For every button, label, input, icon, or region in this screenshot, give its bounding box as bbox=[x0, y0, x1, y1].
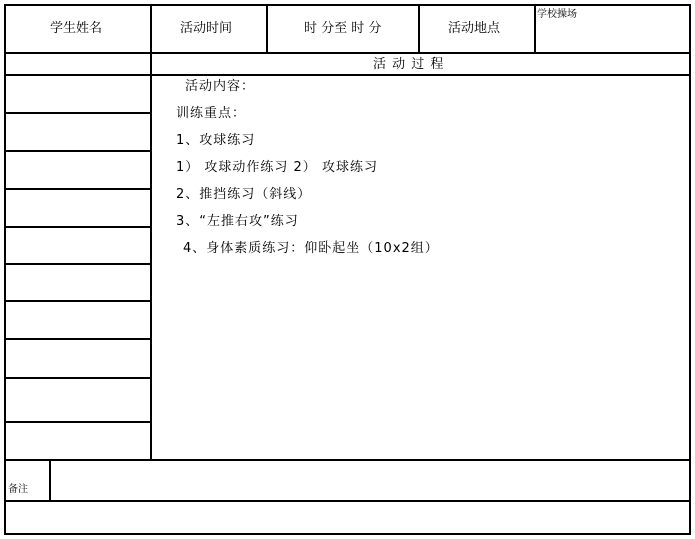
student-row-line bbox=[4, 338, 152, 340]
remarks-label: 备注 bbox=[8, 484, 28, 495]
header-divider-4 bbox=[534, 4, 536, 54]
student-name-label: 学生姓名 bbox=[50, 21, 103, 36]
location-value: 学校操场 bbox=[537, 9, 577, 20]
student-row-line bbox=[4, 377, 152, 379]
header-divider-3 bbox=[418, 4, 420, 54]
student-row-line bbox=[4, 263, 152, 265]
student-row-line bbox=[4, 300, 152, 302]
content-line-activity-content: 活动内容： bbox=[185, 79, 256, 94]
remarks-divider bbox=[49, 459, 51, 501]
table-border-top bbox=[4, 4, 691, 6]
activity-time-label: 活动时间 bbox=[180, 21, 233, 36]
content-line-attack-details: 1） 攻球动作练习 2） 攻球练习 bbox=[176, 160, 378, 175]
student-row-line bbox=[4, 226, 152, 228]
header-divider-2 bbox=[266, 4, 268, 54]
student-row-line bbox=[4, 188, 152, 190]
header-bottom-line bbox=[4, 52, 691, 54]
student-row-line bbox=[4, 112, 152, 114]
table-border-right bbox=[689, 4, 691, 535]
content-line-attack-practice: 1、攻球练习 bbox=[176, 133, 256, 148]
table-border-bottom bbox=[4, 533, 691, 535]
remarks-bottom-line bbox=[4, 500, 691, 502]
activity-location-label: 活动地点 bbox=[448, 21, 501, 36]
content-line-push-practice: 2、推挡练习（斜线） bbox=[176, 187, 312, 202]
time-range-field[interactable]: 时 分至 时 分 bbox=[304, 21, 382, 36]
process-title-bottom-line bbox=[4, 74, 691, 76]
table-border-left bbox=[4, 4, 6, 535]
content-line-fitness-practice: 4、身体素质练习：仰卧起坐（10x2组） bbox=[183, 241, 439, 256]
header-divider-1 bbox=[150, 4, 152, 460]
content-line-left-push-right-attack: 3、“左推右攻”练习 bbox=[176, 214, 299, 229]
student-row-line bbox=[4, 150, 152, 152]
student-row-line bbox=[4, 421, 152, 423]
content-line-training-focus: 训练重点： bbox=[176, 106, 247, 121]
main-body-bottom-line bbox=[4, 459, 691, 461]
process-title: 活 动 过 程 bbox=[373, 57, 445, 72]
